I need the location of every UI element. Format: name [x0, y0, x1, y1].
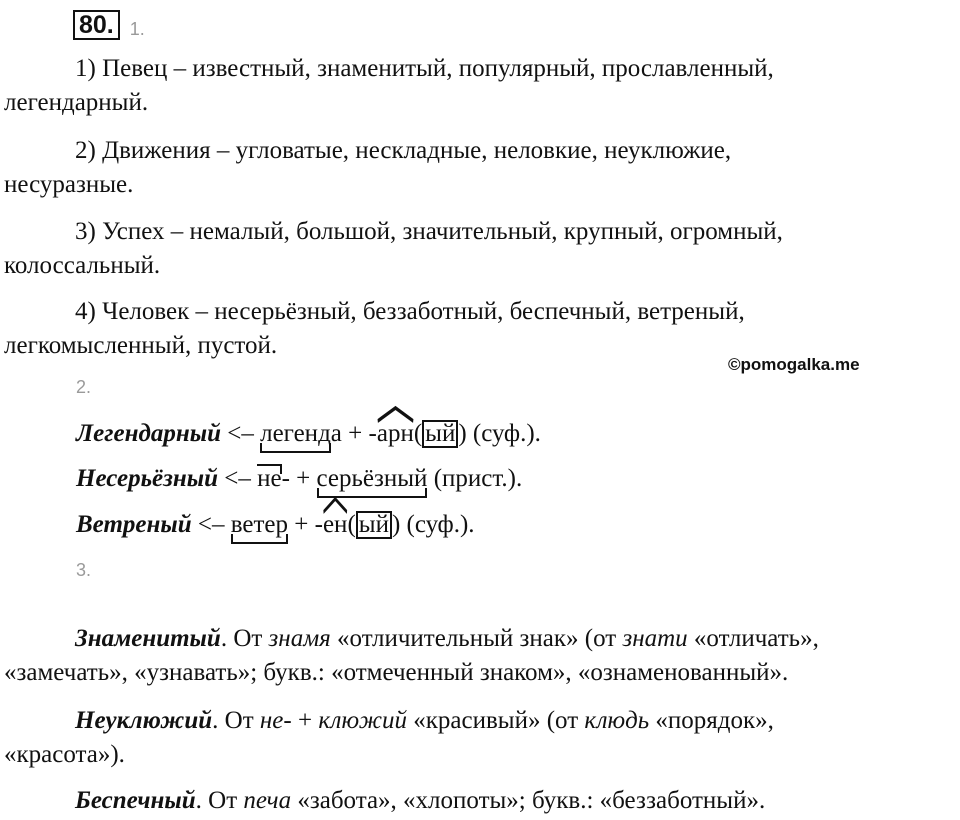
ending-box: ый	[422, 420, 458, 448]
answer-line-4: 4) Человек – несерьёзный, беззаботный, беспечный, ветреный, легкомысленный, пустой.	[4, 298, 745, 359]
answer-line-2: 2) Движения – угловатые, нескладные, неловкие, неуклюжие, несуразные.	[4, 137, 732, 198]
section-3-label: 3.	[76, 560, 92, 580]
morpheme-row-neseryozny: Несерьёзный <– не- + серьёзный (прист.).	[76, 462, 522, 496]
section-1-label: 1.	[129, 19, 145, 39]
task-number-box: 80.	[73, 10, 120, 40]
task-header	[73, 6, 145, 40]
site-watermark: ©pomogalka.me	[728, 355, 860, 374]
ending-box: ый	[356, 511, 392, 539]
section-2-label: 2.	[76, 377, 92, 397]
etymology-znamenity: Знаменитый. От знамя «отличительный знак» (от знати «отличать», «замечать», «узнавать»; букв.: «отмеченный знаком», «ознаменованный».	[4, 625, 819, 686]
morpheme-row-legendarny: Легендарный <– легенда + - арн( ый ) (суф.).	[76, 417, 541, 451]
base-underline: серьёзный	[317, 462, 428, 496]
answer-line-3: 3) Успех – немалый, большой, значительный, крупный, огромный, колоссальный.	[4, 218, 783, 279]
base-underline: ветер	[231, 508, 288, 542]
etymology-neuklyuzhy: Неуклюжий. От не- + клюжий «красивый» (от клюдь «порядок», «красота»).	[4, 707, 774, 768]
morpheme-row-vetreny: Ветреный <– ветер + - ен( ый ) (суф.).	[76, 508, 475, 542]
etymology-bespechny: Беспечный. От печа «забота», «хлопоты»; букв.: «беззаботный».	[75, 787, 766, 814]
answer-line-1: 1) Певец – известный, знаменитый, популярный, прославленный, легендарный.	[4, 55, 774, 116]
prefix-mark: не	[257, 462, 281, 496]
suffix-mark: ен	[323, 508, 347, 542]
base-underline: легенд	[260, 417, 331, 451]
suffix-mark: арн	[377, 417, 414, 451]
